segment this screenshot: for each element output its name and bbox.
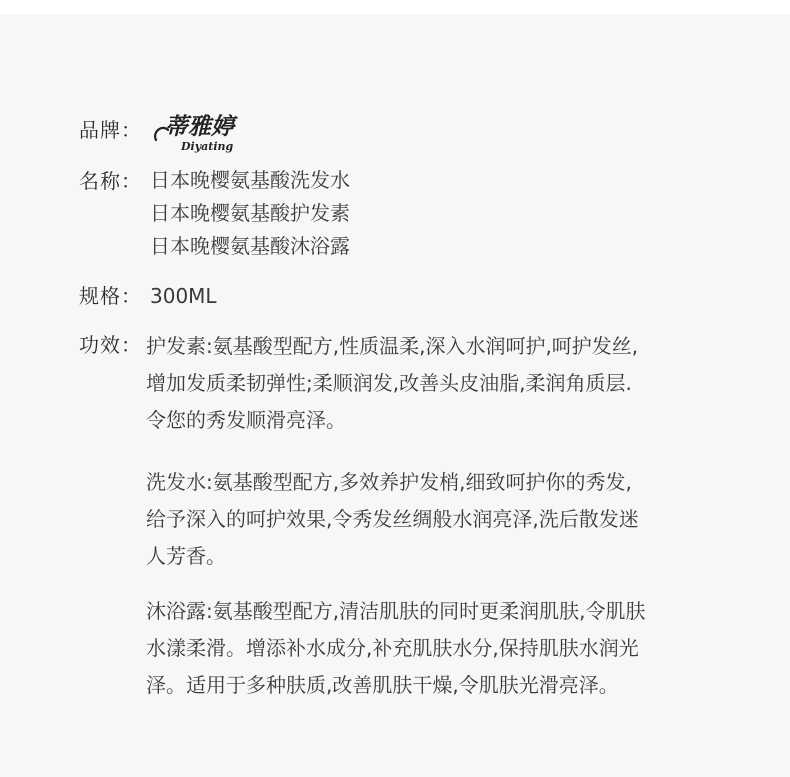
paragraph-line: 沐浴露:氨基酸型配方,清洁肌肤的同时更柔润肌肤,令肌肤 — [146, 599, 646, 623]
paragraph-line: 人芳香。 — [146, 544, 226, 568]
product-name-bodywash: 日本晚樱氨基酸沐浴露 — [150, 234, 350, 258]
logo-script: Diyating — [181, 140, 234, 153]
spec-value-wrap — [150, 280, 217, 313]
brand-logo — [152, 110, 267, 156]
effect-shampoo-paragraph — [146, 464, 756, 575]
effect-conditioner-paragraph — [146, 328, 756, 439]
product-name-list — [150, 164, 350, 263]
effect-bodywash-paragraph — [146, 593, 756, 704]
paragraph-line: 护发素:氨基酸型配方,性质温柔,深入水润呵护,呵护发丝, — [146, 334, 639, 358]
spec-value: 300ML — [150, 284, 217, 308]
spec-label: 规格： — [79, 284, 142, 308]
paragraph-line: 水漾柔滑。增添补水成分,补充肌肤水分,保持肌肤水润光 — [146, 636, 639, 660]
brand-label: 品牌： — [79, 118, 142, 142]
paragraph-line: 令您的秀发顺滑亮泽。 — [146, 408, 346, 432]
paragraph-line: 增加发质柔韧弹性;柔顺润发,改善头皮油脂,柔润角质层. — [146, 371, 632, 395]
product-name-conditioner: 日本晚樱氨基酸护发素 — [150, 201, 350, 225]
name-label: 名称： — [79, 169, 142, 193]
product-name-shampoo: 日本晚樱氨基酸洗发水 — [150, 168, 350, 192]
paragraph-line: 泽。适用于多种肤质,改善肌肤干燥,令肌肤光滑亮泽。 — [146, 673, 619, 697]
paragraph-line: 给予深入的呵护效果,令秀发丝绸般水润亮泽,洗后散发迷 — [146, 507, 639, 531]
paragraph-line: 洗发水:氨基酸型配方,多效养护发梢,细致呵护你的秀发, — [146, 470, 632, 494]
logo-hanzi: 蒂雅婷 — [165, 114, 234, 140]
effect-label: 功效： — [79, 333, 142, 357]
